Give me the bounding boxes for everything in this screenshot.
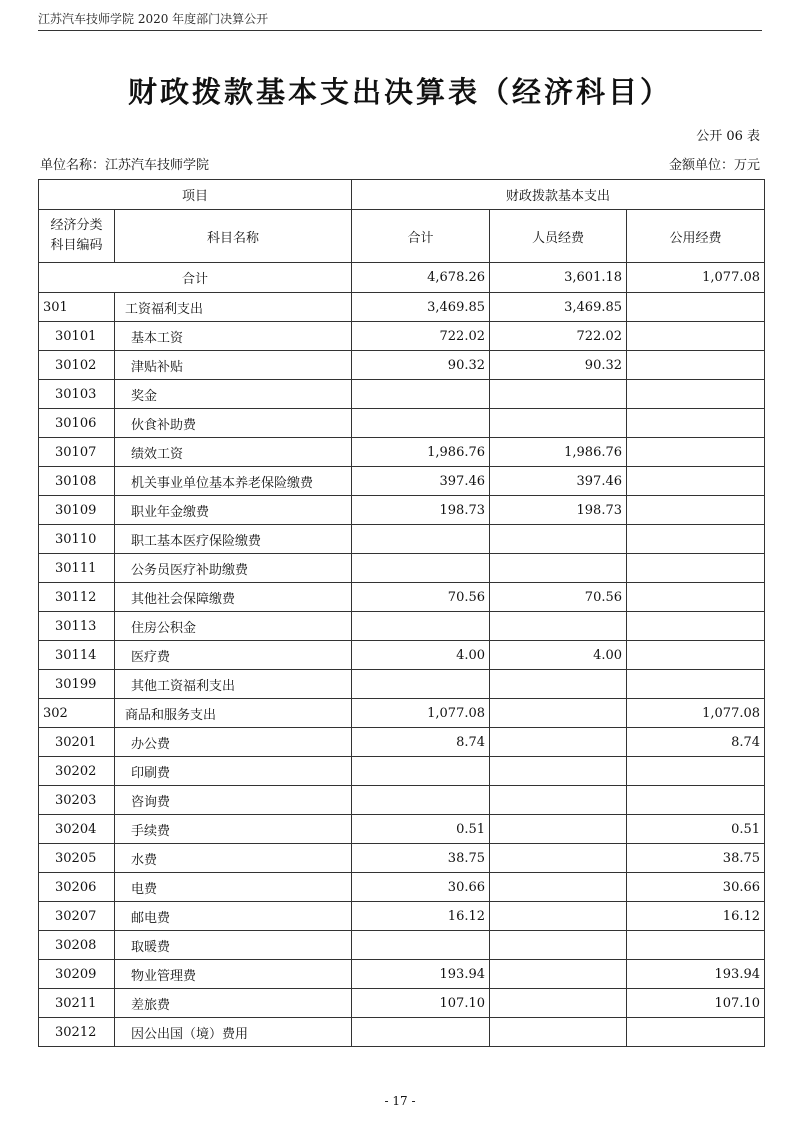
row-public	[627, 496, 765, 525]
row-public	[627, 670, 765, 699]
table-row	[39, 554, 765, 583]
row-subject-name: 邮电费	[115, 902, 352, 931]
row-public: 38.75	[627, 844, 765, 873]
table-row	[39, 438, 765, 467]
row-personnel	[490, 844, 627, 873]
table-number: 公开 06 表	[696, 129, 760, 144]
row-total: 0.51	[352, 815, 490, 844]
row-personnel	[490, 670, 627, 699]
row-public	[627, 554, 765, 583]
row-total: 1,986.76	[352, 438, 490, 467]
row-total: 193.94	[352, 960, 490, 989]
row-personnel	[490, 612, 627, 641]
row-total	[352, 670, 490, 699]
row-total	[352, 931, 490, 960]
row-code: 30101	[39, 322, 115, 351]
row-code: 30103	[39, 380, 115, 409]
header-row-2	[39, 210, 765, 263]
row-personnel: 198.73	[490, 496, 627, 525]
row-public: 107.10	[627, 989, 765, 1018]
row-total: 8.74	[352, 728, 490, 757]
table-row	[39, 1018, 765, 1047]
row-personnel: 3,469.85	[490, 293, 627, 322]
page-title: 财政拨款基本支出决算表（经济科目）	[127, 75, 672, 109]
row-personnel	[490, 1018, 627, 1047]
row-personnel	[490, 815, 627, 844]
row-subject-name: 因公出国（境）费用	[115, 1018, 352, 1047]
header-basic-expenditure: 财政拨款基本支出	[352, 180, 765, 210]
table-row	[39, 931, 765, 960]
table-row	[39, 815, 765, 844]
table-row	[39, 873, 765, 902]
table-row	[39, 612, 765, 641]
row-public	[627, 931, 765, 960]
row-public	[627, 380, 765, 409]
table-row	[39, 293, 765, 322]
row-subject-name: 其他工资福利支出	[115, 670, 352, 699]
table-row	[39, 496, 765, 525]
row-subject-name: 公务员医疗补助缴费	[115, 554, 352, 583]
header-row-1	[39, 180, 765, 210]
header-code-line1: 经济分类	[50, 218, 103, 233]
row-total: 1,077.08	[352, 699, 490, 728]
row-code: 30107	[39, 438, 115, 467]
row-total: 722.02	[352, 322, 490, 351]
row-code: 30110	[39, 525, 115, 554]
row-code: 30211	[39, 989, 115, 1018]
row-code: 30205	[39, 844, 115, 873]
row-code: 30203	[39, 786, 115, 815]
total-public: 1,077.08	[627, 263, 765, 293]
expenditure-table	[38, 179, 765, 1047]
row-subject-name: 办公费	[115, 728, 352, 757]
row-code: 30206	[39, 873, 115, 902]
table-row	[39, 960, 765, 989]
row-personnel	[490, 931, 627, 960]
row-public: 8.74	[627, 728, 765, 757]
row-personnel: 1,986.76	[490, 438, 627, 467]
table-row	[39, 322, 765, 351]
row-subject-name: 津贴补贴	[115, 351, 352, 380]
row-code: 30102	[39, 351, 115, 380]
row-total	[352, 380, 490, 409]
total-personnel: 3,601.18	[490, 263, 627, 293]
row-code: 301	[39, 293, 115, 322]
row-code: 30201	[39, 728, 115, 757]
row-total: 198.73	[352, 496, 490, 525]
row-personnel	[490, 699, 627, 728]
row-public	[627, 467, 765, 496]
total-label: 合计	[39, 263, 352, 293]
table-row	[39, 699, 765, 728]
row-code: 30207	[39, 902, 115, 931]
row-subject-name: 取暖费	[115, 931, 352, 960]
row-code: 30212	[39, 1018, 115, 1047]
table-row	[39, 844, 765, 873]
row-subject-name: 职工基本医疗保险缴费	[115, 525, 352, 554]
row-total	[352, 554, 490, 583]
header-public: 公用经费	[627, 210, 765, 263]
table-row	[39, 989, 765, 1018]
row-code: 30114	[39, 641, 115, 670]
row-total: 3,469.85	[352, 293, 490, 322]
row-total: 16.12	[352, 902, 490, 931]
row-code: 30108	[39, 467, 115, 496]
row-total	[352, 786, 490, 815]
row-public	[627, 583, 765, 612]
row-subject-name: 绩效工资	[115, 438, 352, 467]
row-personnel: 722.02	[490, 322, 627, 351]
row-total: 38.75	[352, 844, 490, 873]
header-item: 项目	[39, 180, 352, 210]
row-subject-name: 差旅费	[115, 989, 352, 1018]
row-code: 30199	[39, 670, 115, 699]
table-row	[39, 757, 765, 786]
row-subject-name: 咨询费	[115, 786, 352, 815]
row-subject-name: 物业管理费	[115, 960, 352, 989]
total-amount: 4,678.26	[352, 263, 490, 293]
row-code: 30111	[39, 554, 115, 583]
row-public	[627, 293, 765, 322]
row-subject-name: 印刷费	[115, 757, 352, 786]
table-row	[39, 351, 765, 380]
table-row	[39, 786, 765, 815]
total-row	[39, 263, 765, 293]
table-row	[39, 583, 765, 612]
row-subject-name: 住房公积金	[115, 612, 352, 641]
row-code: 30209	[39, 960, 115, 989]
row-total	[352, 612, 490, 641]
row-public	[627, 757, 765, 786]
row-total: 397.46	[352, 467, 490, 496]
header-code-line2: 科目编码	[50, 238, 103, 253]
table-row	[39, 641, 765, 670]
row-code: 302	[39, 699, 115, 728]
row-total: 30.66	[352, 873, 490, 902]
header-code	[39, 210, 115, 263]
row-personnel	[490, 757, 627, 786]
row-public: 30.66	[627, 873, 765, 902]
row-code: 30202	[39, 757, 115, 786]
row-total	[352, 409, 490, 438]
row-subject-name: 基本工资	[115, 322, 352, 351]
row-public: 193.94	[627, 960, 765, 989]
row-personnel: 397.46	[490, 467, 627, 496]
row-personnel	[490, 380, 627, 409]
row-public: 1,077.08	[627, 699, 765, 728]
row-personnel	[490, 525, 627, 554]
row-subject-name: 医疗费	[115, 641, 352, 670]
row-subject-name: 水费	[115, 844, 352, 873]
header-divider	[38, 30, 762, 31]
row-public	[627, 641, 765, 670]
row-code: 30208	[39, 931, 115, 960]
table-row	[39, 728, 765, 757]
table-row	[39, 670, 765, 699]
table-row	[39, 525, 765, 554]
table-row	[39, 380, 765, 409]
row-public	[627, 1018, 765, 1047]
row-subject-name: 其他社会保障缴费	[115, 583, 352, 612]
row-personnel: 70.56	[490, 583, 627, 612]
row-subject-name: 电费	[115, 873, 352, 902]
row-subject-name: 奖金	[115, 380, 352, 409]
row-subject-name: 工资福利支出	[115, 293, 352, 322]
row-public	[627, 438, 765, 467]
row-code: 30109	[39, 496, 115, 525]
running-header: 江苏汽车技师学院 2020 年度部门决算公开	[38, 12, 269, 26]
amount-unit: 金额单位：万元	[668, 158, 760, 173]
row-public	[627, 351, 765, 380]
row-total: 90.32	[352, 351, 490, 380]
header-total: 合计	[352, 210, 490, 263]
table-row	[39, 902, 765, 931]
row-public	[627, 612, 765, 641]
row-total	[352, 1018, 490, 1047]
row-total	[352, 525, 490, 554]
row-personnel: 4.00	[490, 641, 627, 670]
row-public: 16.12	[627, 902, 765, 931]
row-subject-name: 职业年金缴费	[115, 496, 352, 525]
row-personnel	[490, 786, 627, 815]
row-subject-name: 手续费	[115, 815, 352, 844]
row-public	[627, 525, 765, 554]
row-personnel	[490, 728, 627, 757]
row-total	[352, 757, 490, 786]
row-subject-name: 伙食补助费	[115, 409, 352, 438]
header-subject-name: 科目名称	[115, 210, 352, 263]
header-personnel: 人员经费	[490, 210, 627, 263]
row-code: 30204	[39, 815, 115, 844]
row-personnel	[490, 989, 627, 1018]
row-public: 0.51	[627, 815, 765, 844]
unit-name: 单位名称：江苏汽车技师学院	[40, 158, 210, 173]
row-subject-name: 机关事业单位基本养老保险缴费	[115, 467, 352, 496]
row-personnel	[490, 409, 627, 438]
row-total: 107.10	[352, 989, 490, 1018]
row-personnel	[490, 960, 627, 989]
row-total: 70.56	[352, 583, 490, 612]
row-public	[627, 322, 765, 351]
row-code: 30113	[39, 612, 115, 641]
row-total: 4.00	[352, 641, 490, 670]
row-code: 30112	[39, 583, 115, 612]
table-row	[39, 409, 765, 438]
row-public	[627, 409, 765, 438]
row-personnel	[490, 873, 627, 902]
row-public	[627, 786, 765, 815]
table-row	[39, 467, 765, 496]
row-personnel	[490, 554, 627, 583]
page-number: - 17 -	[384, 1094, 416, 1108]
row-personnel	[490, 902, 627, 931]
row-personnel: 90.32	[490, 351, 627, 380]
row-code: 30106	[39, 409, 115, 438]
row-subject-name: 商品和服务支出	[115, 699, 352, 728]
